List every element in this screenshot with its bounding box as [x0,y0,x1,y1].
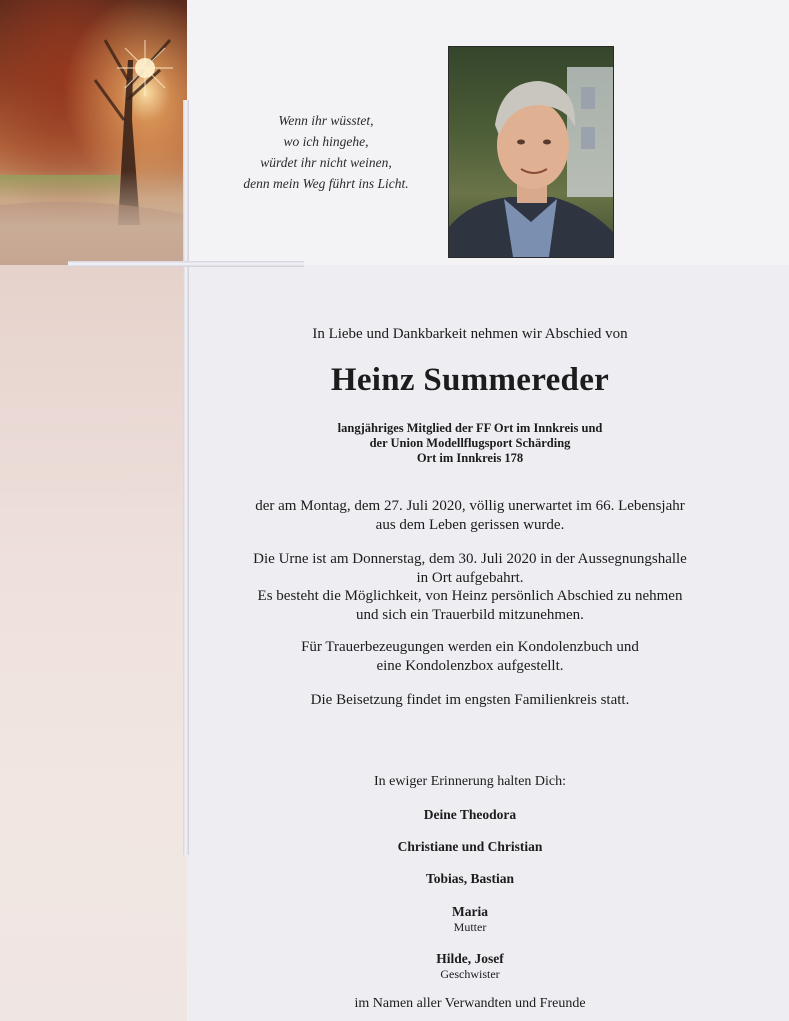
paragraph-line: Die Urne ist am Donnerstag, dem 30. Juli 2020 in der Aussegnungshalle [253,551,687,567]
deceased-name: Heinz Summereder [330,362,610,398]
paragraph-line: der am Montag, dem 27. Juli 2020, völlig unerwartet im 66. Lebensjahr [255,498,685,514]
burial-paragraph [190,691,750,710]
paragraph-line: aus dem Leben gerissen wurde. [375,516,565,533]
family-member: Hilde, Josef [436,951,504,966]
paragraph-line: Es besteht die Möglichkeit, von Heinz persönlich Abschied zu nehmen [257,588,683,604]
side-fade-panel [0,265,187,1021]
poem-line: wo ich hingehe, [283,134,369,149]
autumn-tree-photo [0,0,187,265]
cross-horizontal-bar [68,261,304,267]
deceased-description [190,421,750,466]
paragraph-line: eine Kondolenzbox aufgestellt. [376,657,564,674]
closing-line: im Namen aller Verwandten und Freunde [354,996,586,1011]
family-member: Deine Theodora [423,807,517,822]
family-member: Christiane und Christian [397,839,543,854]
poem-line: Wenn ihr wüsstet, [278,113,374,128]
farewell-intro: In Liebe und Dankbarkeit nehmen wir Abschied von [312,326,628,342]
family-relation: Mutter [453,920,487,934]
portrait-illustration [449,47,613,257]
paragraph-line: Die Beisetzung findet im engsten Familienkreis statt. [310,692,630,708]
family-member: Maria [452,904,488,919]
urn-paragraph [190,550,750,624]
condolence-paragraph [190,638,750,675]
death-notice-paragraph [190,497,750,534]
address-line: Ort im Innkreis 178 [416,451,524,465]
paragraph-line: und sich ein Trauerbild mitzunehmen. [356,606,584,623]
family-member: Tobias, Bastian [425,871,515,886]
poem-line: denn mein Weg führt ins Licht. [243,176,409,191]
poem [220,110,432,194]
portrait-photo [448,46,614,258]
cross-vertical-bar [183,100,189,855]
poem-line: würdet ihr nicht weinen, [260,155,392,170]
description-line: der Union Modellflugsport Schärding [369,436,571,450]
paragraph-line: in Ort aufgebahrt. [416,569,524,586]
paragraph-line: Für Trauerbezeugungen werden ein Kondolenzbuch und [301,639,639,655]
photo-haze [0,170,187,265]
memory-line: In ewiger Erinnerung halten Dich: [373,774,567,789]
family-relation: Geschwister [440,967,500,981]
description-line: langjähriges Mitglied der FF Ort im Innkreis und [337,421,603,435]
